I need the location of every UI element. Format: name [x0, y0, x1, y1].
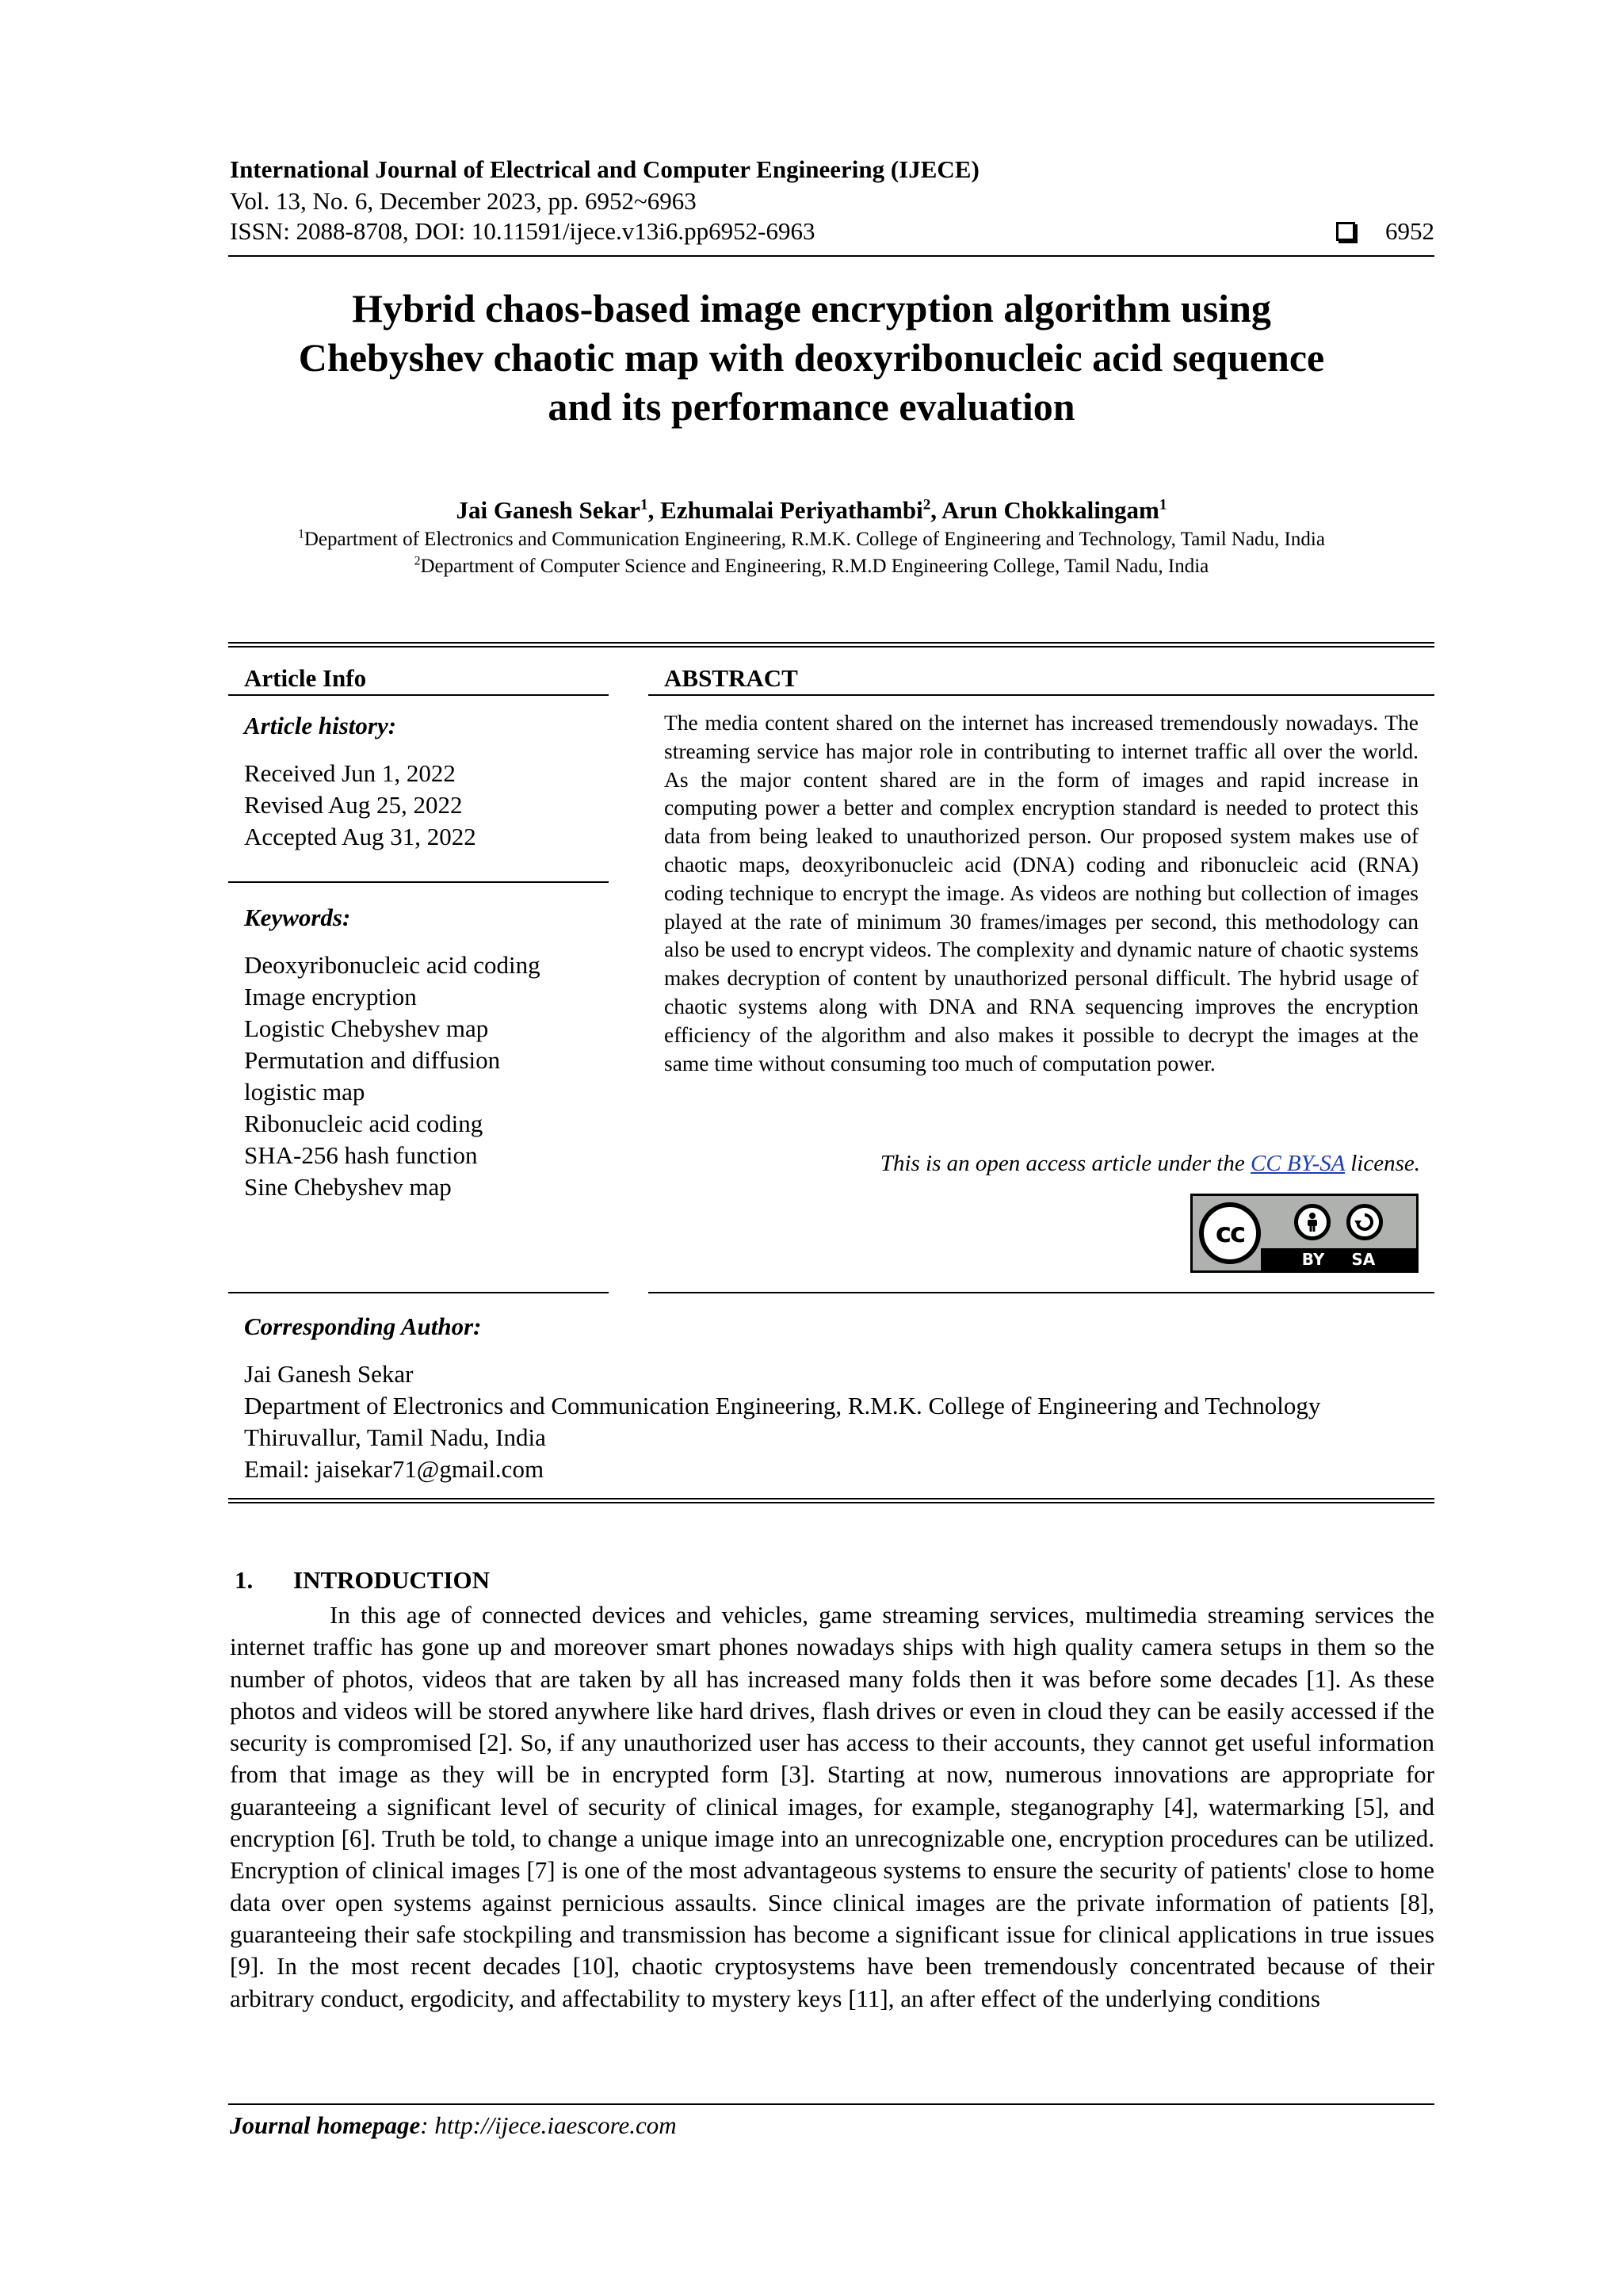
article-history — [244, 758, 476, 853]
keywords-heading: Keywords: — [244, 904, 351, 931]
journal-homepage — [230, 2111, 677, 2140]
keyword: SHA-256 hash function — [244, 1141, 478, 1169]
author-list — [190, 496, 1433, 525]
section-title: INTRODUCTION — [293, 1566, 491, 1594]
affiliation-1-text: Department of Electronics and Communication Engineering, R.M.K. College of Engineering and Technology, Tamil Nadu, India — [304, 529, 1325, 550]
corresponding-details — [244, 1358, 1320, 1485]
introduction-heading — [235, 1566, 490, 1595]
received-date: Received Jun 1, 2022 — [244, 759, 456, 787]
keyword: Deoxyribonucleic acid coding — [244, 951, 540, 979]
affiliation-1 — [190, 526, 1433, 553]
header-rule — [228, 255, 1434, 257]
journal-name: International Journal of Electrical and Computer Engineering (IJECE) — [230, 155, 980, 183]
author-1: Jai Ganesh Sekar — [456, 496, 641, 524]
paper-title — [190, 284, 1433, 431]
title-line-3: and its performance evaluation — [548, 384, 1075, 429]
article-history-heading: Article history: — [244, 712, 397, 739]
article-info-rule — [228, 694, 609, 696]
abstract-text: The media content shared on the internet has increased tremendously nowadays. The streaming service has major role in contributing to internet traffic all over the world. As the major content shared are in the form of images and rapid increase in computing power a better and complex encryption standard is needed to protect this data from being leaked to unauthorized person. Our proposed system makes use of chaotic maps, deoxyribonucleic acid (DNA) coding and ribonucleic acid (RNA) coding technique to encrypt the image. As videos are nothing but collection of images played at the rate of minimum 30 frames/images per second, this methodology can also be used to encrypt videos. The complexity and dynamic nature of chaotic systems makes decryption of content by unauthorized personal difficult. The hybrid usage of chaotic systems along with DNA and RNA sequencing improves the encryption efficiency of the algorithm and also makes it possible to decrypt the images at the same time without consuming too much of computation power. — [664, 710, 1419, 1075]
journal-volume: Vol. 13, No. 6, December 2023, pp. 6952~6963 — [230, 187, 697, 215]
corresponding-name: Jai Ganesh Sekar — [244, 1360, 414, 1388]
author-3: Arun Chokkalingam — [941, 496, 1159, 524]
accepted-date: Accepted Aug 31, 2022 — [244, 823, 476, 850]
corresponding-dept: Department of Electronics and Communication Engineering, R.M.K. College of Engineering and Technology — [244, 1392, 1321, 1419]
license-prefix: This is an open access article under the — [880, 1151, 1251, 1176]
author-3-affil: 1 — [1159, 496, 1167, 514]
introduction-text: In this age of connected devices and vehicles, game streaming services, multimedia streaming services the internet traffic has gone up and moreover smart phones nowadays ships with high quality camera setups in them so the number of photos, videos that are taken by all has increased many folds then it was before some decades [1]. As these photos and videos will be stored anywhere like hard drives, flash drives or even in cloud they can be easily accessed if the security is compromised [2]. So, if any unauthorized user has access to their accounts, they cannot get useful information from that image as they will be in encrypted form [3]. Starting at now, numerous innovations are appropriate for guaranteeing a significant level of security of clinical images, for example, steganography [4], watermarking [5], and encryption [6]. Truth be told, to change a unique image into an unrecognizable one, encryption procedures can be utilized. Encryption of clinical images [7] is one of the most advantageous systems to ensure the security of patients' close to home data over open systems against pernicious assaults. Since clinical images are the private information of patients [8], guaranteeing their safe stockpiling and transmission has become a significant issue for clinical applications in true issues [9]. In the most recent decades [10], chaotic cryptosystems have been tremendously concentrated because of their arbitrary conduct, ergodicity, and affectability to mystery keys [11], an after effect of the underlying conditions — [230, 1601, 1434, 2012]
attribution-person-icon — [1294, 1204, 1331, 1240]
person-glyph — [1303, 1212, 1322, 1232]
info-box-bottom-rule — [228, 1498, 1434, 1503]
info-box-top-rule — [228, 642, 1434, 648]
badge-by-label: BY — [1301, 1250, 1325, 1269]
author-sep-2: , — [930, 496, 942, 524]
corresponding-email[interactable]: Email: jaisekar71@gmail.com — [244, 1455, 544, 1483]
history-rule — [228, 881, 609, 883]
article-info-heading: Article Info — [244, 664, 367, 692]
keyword: logistic map — [244, 1078, 365, 1106]
author-1-affil: 1 — [640, 496, 648, 514]
keyword: Permutation and diffusion — [244, 1046, 501, 1074]
cc-badge-icons — [1294, 1204, 1383, 1240]
affiliation-1-mark: 1 — [298, 527, 304, 541]
affiliations — [190, 526, 1433, 580]
cc-badge-label-bar — [1261, 1248, 1416, 1270]
license-suffix: license. — [1344, 1151, 1420, 1176]
share-alike-icon — [1346, 1204, 1383, 1240]
corresponding-location: Thiruvallur, Tamil Nadu, India — [244, 1423, 546, 1451]
keyword: Image encryption — [244, 983, 417, 1010]
abstract-heading: ABSTRACT — [664, 664, 798, 692]
author-2-affil: 2 — [922, 496, 931, 514]
affiliation-2-text: Department of Computer Science and Engineering, R.M.D Engineering College, Tamil Nadu, India — [420, 556, 1209, 577]
keyword: Logistic Chebyshev map — [244, 1014, 489, 1042]
cc-icon: cc — [1199, 1202, 1261, 1264]
revised-date: Revised Aug 25, 2022 — [244, 791, 463, 819]
title-line-1: Hybrid chaos-based image encryption algorithm using — [352, 286, 1271, 330]
square-box-icon — [1336, 222, 1355, 241]
homepage-label: Journal homepage — [230, 2111, 421, 2139]
keywords-list — [244, 949, 540, 1203]
homepage-url[interactable]: http://ijece.iaescore.com — [434, 2111, 677, 2139]
header-page-area — [1336, 217, 1434, 246]
footer-rule — [228, 2103, 1434, 2105]
license-statement — [880, 1151, 1420, 1177]
keyword: Ribonucleic acid coding — [244, 1110, 483, 1137]
share-alike-glyph — [1354, 1212, 1375, 1232]
title-line-2: Chebyshev chaotic map with deoxyribonucleic acid sequence — [298, 335, 1325, 380]
author-2: Ezhumalai Periyathambi — [660, 496, 923, 524]
badge-sa-label: SA — [1351, 1250, 1376, 1269]
section-number: 1. — [235, 1566, 254, 1594]
corresponding-heading: Corresponding Author: — [244, 1312, 482, 1340]
page-number: 6952 — [1385, 217, 1434, 245]
journal-issn-doi: ISSN: 2088-8708, DOI: 10.11591/ijece.v13i6.pp6952-6963 — [230, 217, 815, 245]
license-link[interactable]: CC BY-SA — [1251, 1151, 1345, 1176]
cc-badge-right — [1261, 1196, 1416, 1270]
affiliation-2 — [190, 553, 1433, 580]
author-sep-1: , — [647, 496, 661, 524]
keyword: Sine Chebyshev map — [244, 1173, 452, 1201]
affiliation-2-mark: 2 — [414, 554, 421, 568]
homepage-sep: : — [420, 2111, 435, 2139]
abstract-bottom-rule — [648, 1292, 1434, 1293]
keywords-bottom-rule — [228, 1292, 609, 1293]
abstract-rule — [648, 694, 1434, 696]
cc-by-sa-badge[interactable] — [1190, 1194, 1419, 1273]
